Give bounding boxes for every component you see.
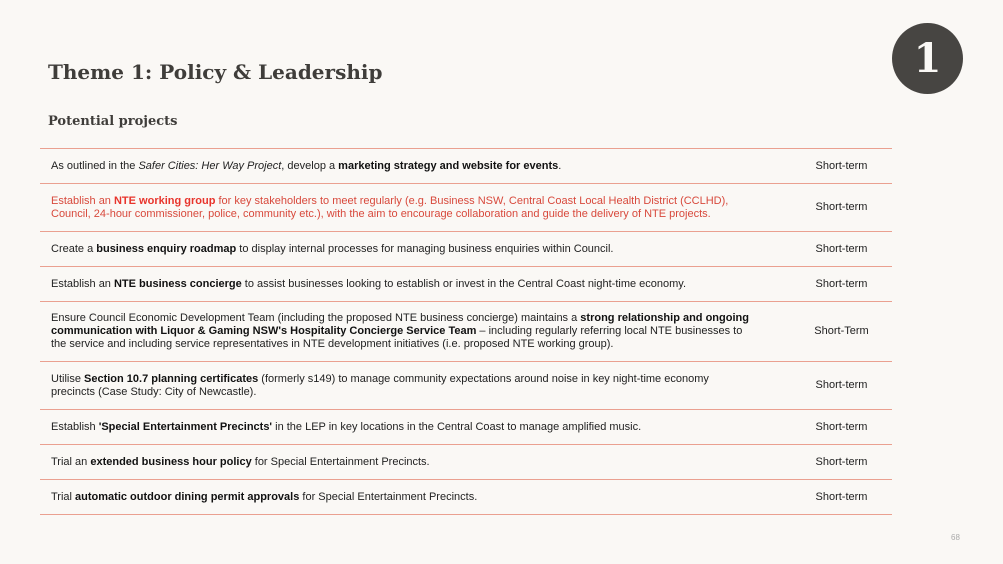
row-description: Trial an extended business hour policy for Special Entertainment Precincts. (51, 455, 430, 468)
table-row (40, 267, 892, 302)
section-subtitle: Potential projects (48, 114, 178, 129)
row-timeframe: Short-term (815, 277, 868, 290)
table-row (40, 184, 892, 232)
table-row (40, 232, 892, 267)
page-title: Theme 1: Policy & Leadership (48, 60, 383, 84)
theme-number-badge: 1 (892, 23, 963, 94)
row-timeframe: Short-term (815, 420, 868, 433)
row-timeframe: Short-term (815, 242, 868, 255)
row-description: As outlined in the Safer Cities: Her Way Project, develop a marketing strategy and website for events. (51, 159, 562, 172)
table-row (40, 302, 892, 362)
row-description: Establish an NTE working group for key stakeholders to meet regularly (e.g. Business NSW, Central Coast Local Health District (CCLHD), Council, 24-hour commissioner, police, community etc.), with the aim to encourage collaboration and guide the delivery of NTE projects. (51, 194, 729, 220)
table-row (40, 410, 892, 445)
row-timeframe: Short-term (815, 159, 868, 172)
row-timeframe: Short-term (815, 455, 868, 468)
row-timeframe: Short-term (815, 490, 868, 503)
projects-table (40, 148, 892, 515)
table-row (40, 445, 892, 480)
row-description: Establish an NTE business concierge to assist businesses looking to establish or invest in the Central Coast night-time economy. (51, 277, 687, 290)
table-row (40, 149, 892, 184)
row-description: Trial automatic outdoor dining permit approvals for Special Entertainment Precincts. (51, 490, 478, 503)
table-row (40, 362, 892, 410)
row-description: Ensure Council Economic Development Team (including the proposed NTE business concierge) maintains a strong relationship and ongoing communication with Liquor & Gaming NSW's Hospitality Concierge Service Team – including regularly referring local NTE businesses to the service and including service representatives in NTE development initiatives (i.e. proposed NTE working group). (51, 312, 749, 350)
page-number: 68 (951, 533, 960, 542)
row-timeframe: Short-term (815, 379, 868, 391)
row-timeframe: Short-Term (814, 325, 869, 337)
row-description: Create a business enquiry roadmap to display internal processes for managing business enquiries within Council. (51, 242, 614, 255)
table-row (40, 480, 892, 515)
row-description: Establish 'Special Entertainment Precincts' in the LEP in key locations in the Central Coast to manage amplified music. (51, 420, 642, 433)
row-description: Utilise Section 10.7 planning certificates (formerly s149) to manage community expectations around noise in key night-time economy precincts (Case Study: City of Newcastle). (51, 372, 709, 398)
row-timeframe: Short-term (815, 201, 868, 213)
